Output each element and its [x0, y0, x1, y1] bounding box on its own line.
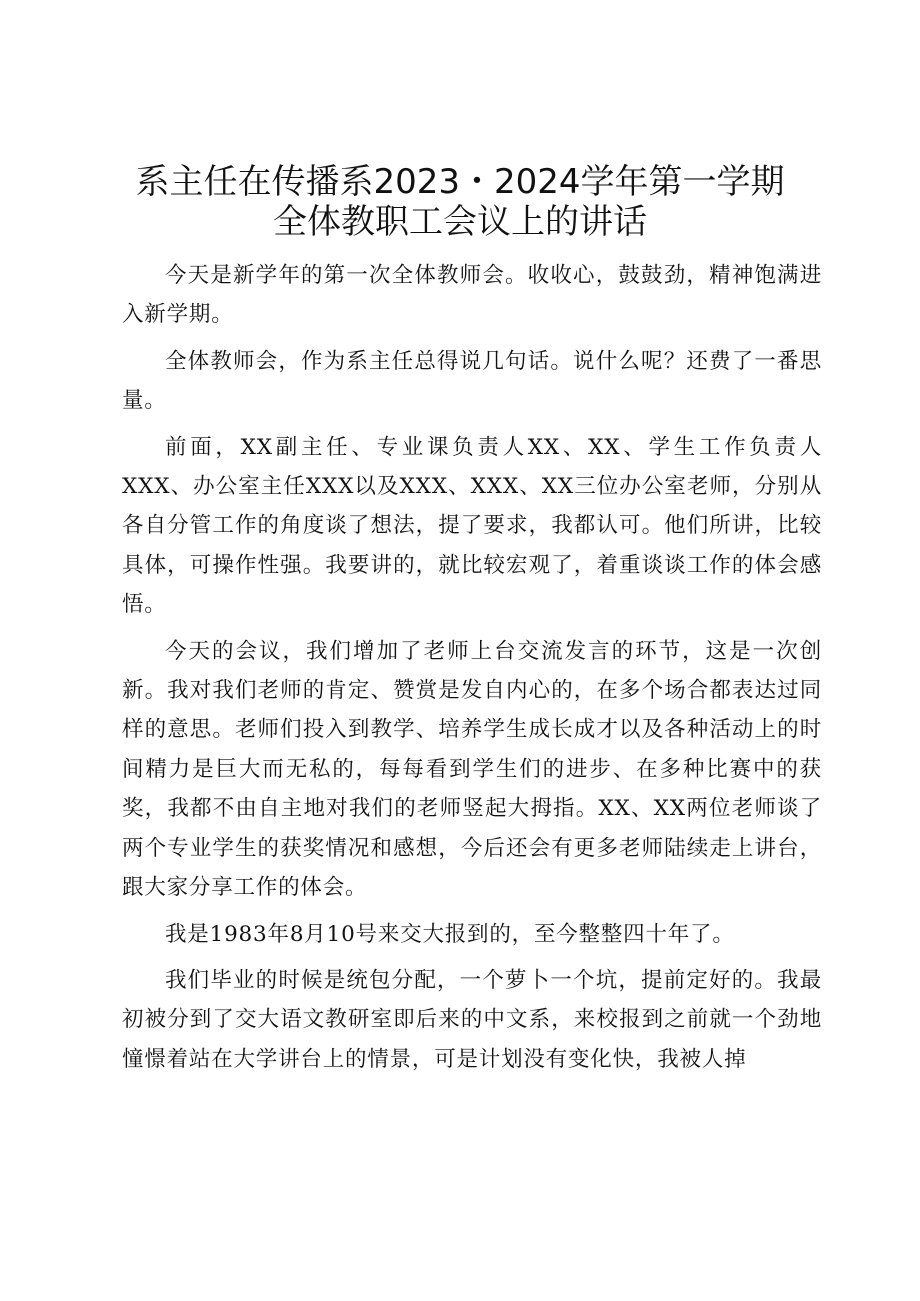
paragraph: 我是1983年8月10号来交大报到的，至今整整四十年了。	[165, 921, 735, 947]
paragraph: 今天是新学年的第一次全体教师会。收收心，鼓鼓劲，精神饱满进入新学期。	[122, 263, 822, 328]
document-title-line-1: 系主任在传播系2023・2024学年第一学期	[135, 162, 785, 202]
paragraph: 今天的会议，我们增加了老师上台交流发言的环节，这是一次创新。我对我们老师的肯定、赞赏是发自内心的，在多个场合都表达过同样的意思。老师们投入到教学、培养学生成长成才以及各种活动上的时间精力是巨大而无私的，每每看到学生们的进步、在多种比赛中的获奖，我都不由自主地对我们的老师竖起大拇指。XX、XX两位老师谈了两个专业学生的获奖情况和感想，今后还会有更多老师陆续走上讲台，跟大家分享工作的体会。	[122, 638, 822, 901]
paragraph: 我们毕业的时候是统包分配，一个萝卜一个坑，提前定好的。我最初被分到了交大语文教研室即后来的中文系，来校报到之前就一个劲地憧憬着站在大学讲台上的情景，可是计划没有变化快，我被人掉	[122, 967, 822, 1072]
paragraph: 前面，XX副主任、专业课负责人XX、XX、学生工作负责人XXX、办公室主任XXX以及XXX、XXX、XX三位办公室老师，分别从各自分管工作的角度谈了想法，提了要求，我都认可。他们所讲，比较具体，可操作性强。我要讲的，就比较宏观了，着重谈谈工作的体会感悟。	[122, 434, 822, 618]
document-title-line-2: 全体教职工会议上的讲话	[273, 202, 647, 242]
document-body	[122, 256, 822, 1086]
paragraph: 全体教师会，作为系主任总得说几句话。说什么呢？还费了一番思量。	[122, 348, 822, 414]
